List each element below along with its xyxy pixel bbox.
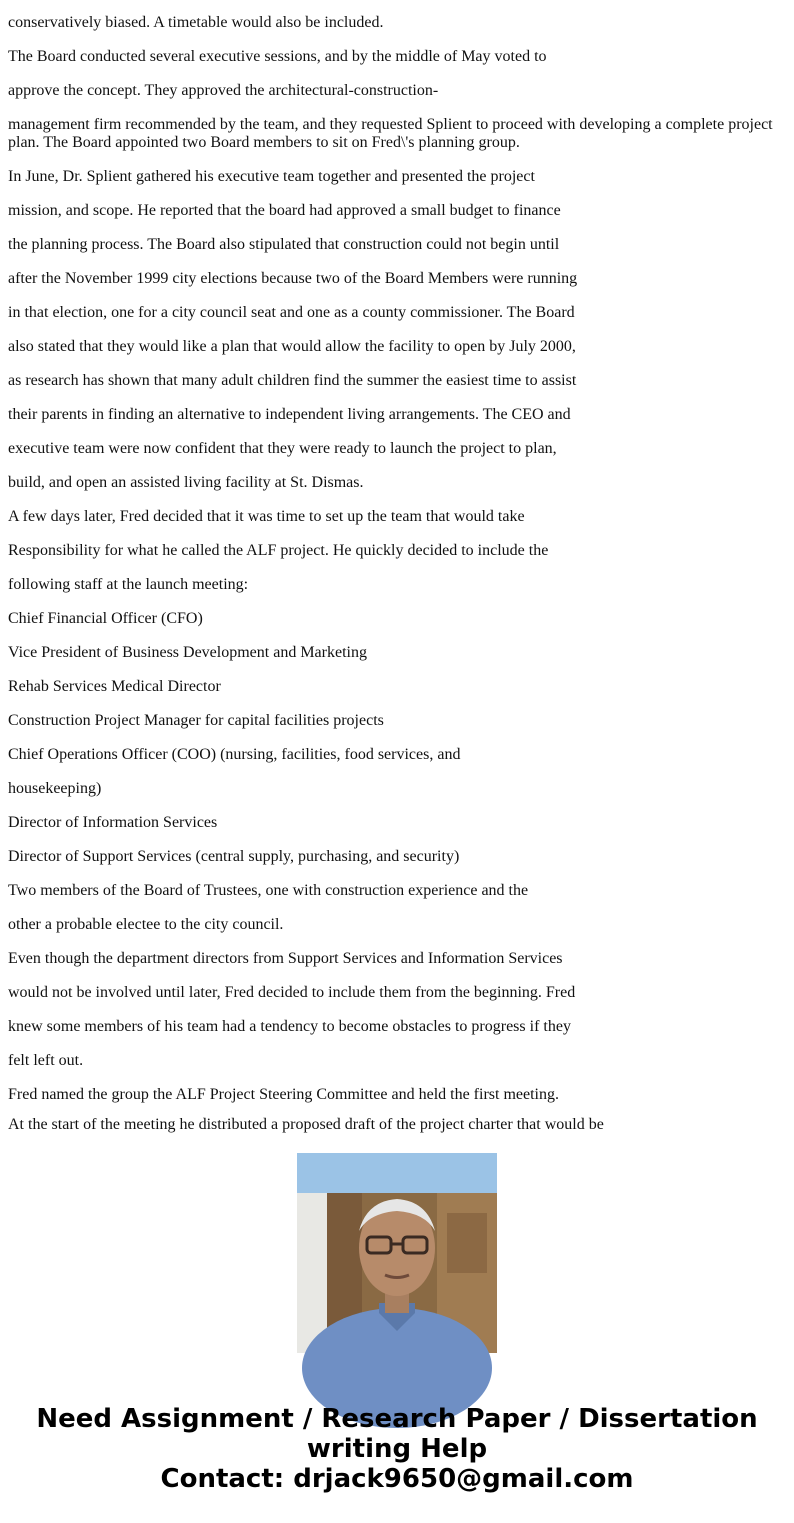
doc-list-item: Two members of the Board of Trustees, one with construction experience and the: [8, 882, 529, 899]
doc-line: conservatively biased. A timetable would also be included.: [8, 14, 384, 31]
doc-line: after the November 1999 city elections because two of the Board Members were running: [8, 270, 578, 287]
doc-line: Fred named the group the ALF Project Steering Committee and held the first meeting.: [8, 1086, 559, 1103]
doc-list-item: other a probable electee to the city council.: [8, 916, 284, 933]
doc-line: executive team were now confident that they were ready to launch the project to plan,: [8, 440, 557, 457]
doc-line: Even though the department directors from Support Services and Information Services: [8, 950, 563, 967]
promo-contact-email: Contact: drjack9650@gmail.com: [160, 1464, 634, 1494]
doc-line: approve the concept. They approved the architectural-construction-: [8, 82, 439, 99]
doc-line: the planning process. The Board also stipulated that construction could not begin until: [8, 236, 560, 253]
avatar: [297, 1153, 497, 1353]
doc-line: management firm recommended by the team, and they requested Splient to proceed with developing a complete project plan. The Board appointed two Board members to sit on Fred\'s planning group.: [8, 116, 773, 151]
doc-list-item: Director of Support Services (central supply, purchasing, and security): [8, 848, 460, 865]
doc-line: following staff at the launch meeting:: [8, 576, 249, 593]
doc-list-item: Chief Operations Officer (COO) (nursing, facilities, food services, and: [8, 746, 461, 763]
avatar-photo: [297, 1153, 497, 1353]
doc-list-item: housekeeping): [8, 780, 102, 797]
doc-list-item: Rehab Services Medical Director: [8, 678, 221, 695]
doc-line: mission, and scope. He reported that the board had approved a small budget to finance: [8, 202, 561, 219]
doc-line: A few days later, Fred decided that it was time to set up the team that would take: [8, 508, 525, 525]
doc-line: in that election, one for a city council seat and one as a county commissioner. The Board: [8, 304, 575, 321]
doc-line: The Board conducted several executive sessions, and by the middle of May voted to: [8, 48, 547, 65]
doc-line: also stated that they would like a plan that would allow the facility to open by July 2000,: [8, 338, 576, 355]
doc-list-item: Director of Information Services: [8, 814, 218, 831]
doc-line: felt left out.: [8, 1052, 84, 1069]
promo-heading-line-2: writing Help: [306, 1434, 488, 1464]
doc-list-item: Vice President of Business Development and Marketing: [8, 644, 367, 661]
doc-list-item: Chief Financial Officer (CFO): [8, 610, 203, 627]
doc-line: Responsibility for what he called the ALF project. He quickly decided to include the: [8, 542, 549, 559]
promo-heading-line-1: Need Assignment / Research Paper / Dissertation: [36, 1404, 758, 1434]
doc-line: In June, Dr. Splient gathered his executive team together and presented the project: [8, 168, 535, 185]
doc-line-cut-off: At the start of the meeting he distributed a proposed draft of the project charter that would be: [8, 1116, 604, 1133]
doc-line: as research has shown that many adult children find the summer the easiest time to assist: [8, 372, 577, 389]
doc-line: knew some members of his team had a tendency to become obstacles to progress if they: [8, 1018, 571, 1035]
doc-line: their parents in finding an alternative to independent living arrangements. The CEO and: [8, 406, 571, 423]
doc-line: would not be involved until later, Fred decided to include them from the beginning. Fred: [8, 984, 576, 1001]
doc-line: build, and open an assisted living facility at St. Dismas.: [8, 474, 364, 491]
doc-list-item: Construction Project Manager for capital facilities projects: [8, 712, 384, 729]
